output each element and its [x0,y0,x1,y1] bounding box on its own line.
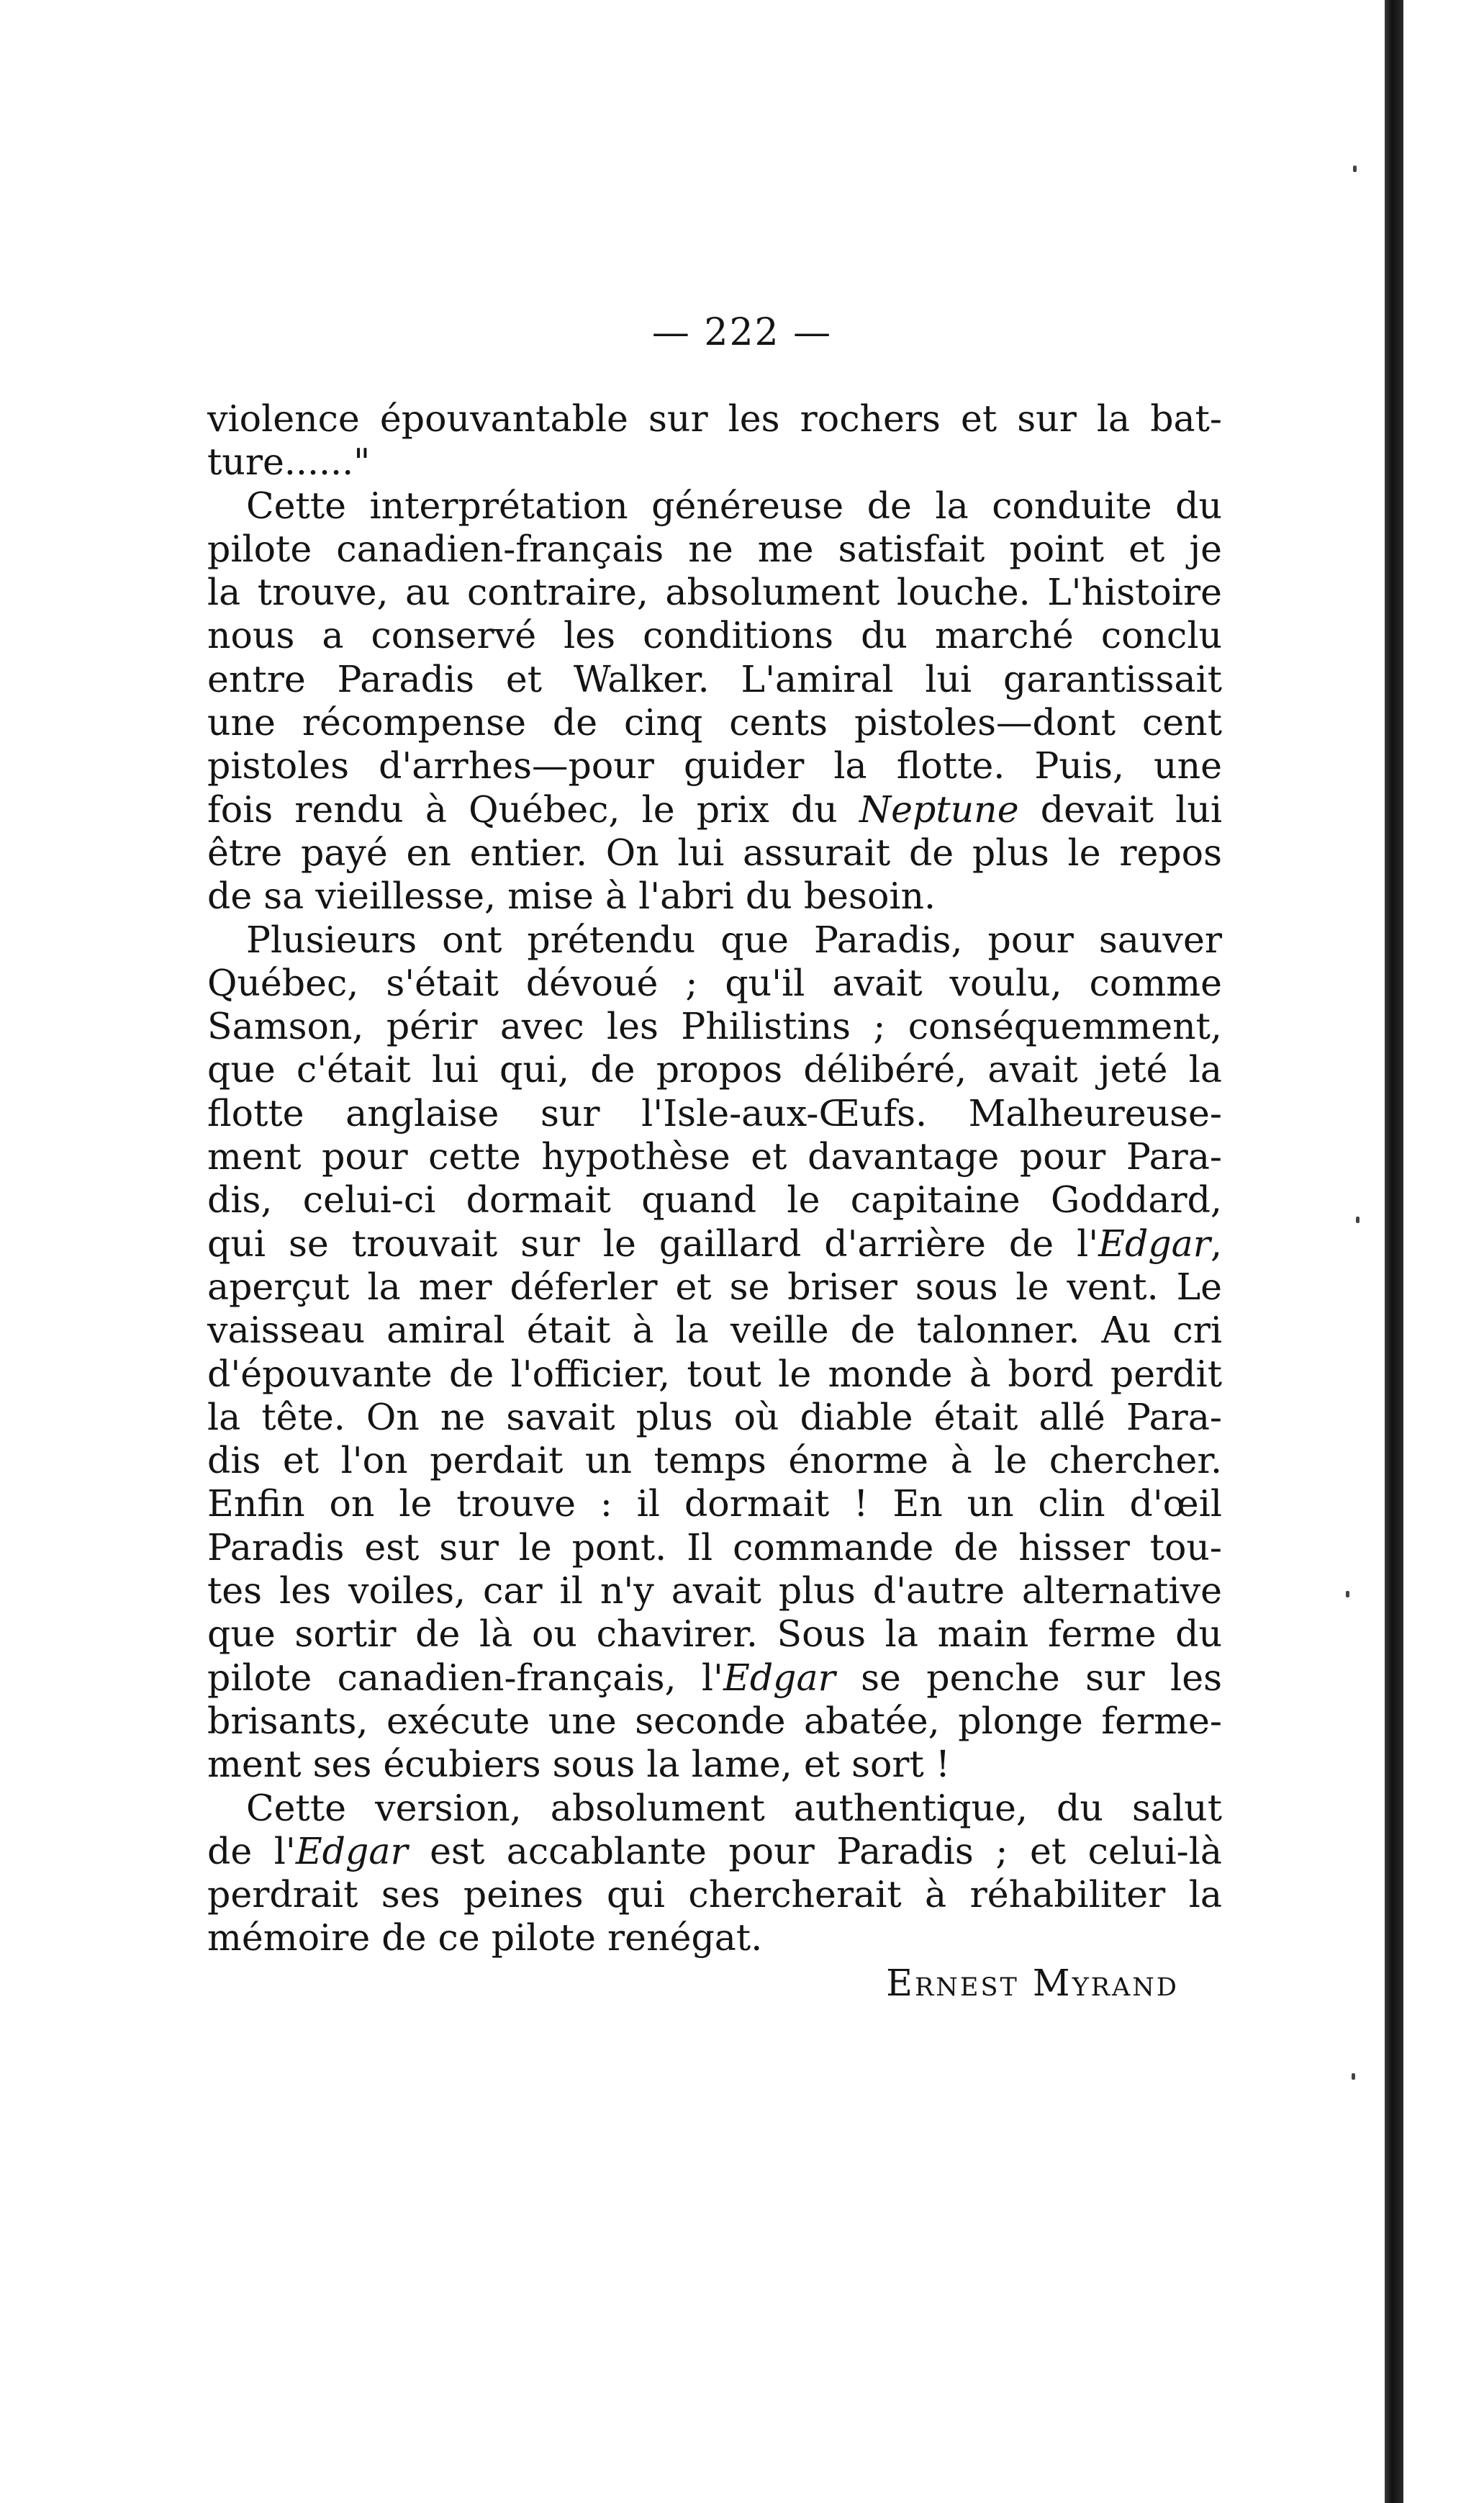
text-line: flotte anglaise sur l'Isle-aux-Œufs. Malheureuse- [207,1091,1222,1135]
text-line: ment pour cette hypothèse et davantage pour Para- [207,1135,1222,1178]
text-line: d'épouvante de l'officier, tout le monde à bord perdit [207,1352,1222,1395]
page-number: — 222 — [651,311,833,354]
text-line: la trouve, au contraire, absolument louche. L'histoire [207,571,1222,614]
ship-name-neptune: Neptune [859,788,1019,831]
text-line: Québec, s'était dévoué ; qu'il avait voulu, comme [207,961,1222,1004]
paragraph-start-line: Cette version, absolument authentique, du salut [246,1786,1222,1829]
paragraph-start-line: Cette interprétation généreuse de la conduite du [246,484,1222,527]
text-line: dis, celui-ci dormait quand le capitaine Goddard, [207,1178,1222,1222]
text-line: Enfin on le trouve : il dormait ! En un clin d'œil [207,1482,1222,1525]
ship-name-edgar: Edgar [295,1829,408,1872]
text-line: aperçut la mer déferler et se briser sous le vent. Le [207,1265,1222,1308]
paragraph-start-line: Plusieurs ont prétendu que Paradis, pour sauver [246,918,1222,961]
body-text [207,397,1222,2006]
text-line: pilote canadien-français, l'Edgar se penche sur les [207,1656,1222,1699]
text-line: une récompense de cinq cents pistoles—dont cent [207,701,1222,744]
text-line: entre Paradis et Walker. L'amiral lui garantissait [207,657,1222,700]
scan-speck [1356,1217,1359,1223]
text-line: être payé en entier. On lui assurait de plus le repos [207,831,1222,874]
ship-name-edgar: Edgar [1098,1222,1211,1265]
text-line: que c'était lui qui, de propos délibéré, avait jeté la [207,1048,1222,1091]
text-line: violence épouvantable sur les rochers et sur la bat- [207,397,1222,440]
text-line: de l'Edgar est accablante pour Paradis ; et celui-là [207,1829,1222,1872]
text-line: ment ses écubiers sous la lame, et sort ! [207,1743,951,1786]
author-signature: Ernest Myrand [886,1961,1179,2004]
scan-speck [1353,166,1357,172]
text-line: Paradis est sur le pont. Il commande de hisser tou- [207,1525,1222,1569]
page-edge-shadow [1385,0,1403,2503]
scan-speck [1346,1591,1349,1597]
text-line: brisants, exécute une seconde abatée, plonge ferme- [207,1699,1222,1742]
text-line: que sortir de là ou chavirer. Sous la main ferme du [207,1613,1222,1656]
text-line: qui se trouvait sur le gaillard d'arrière de l'Edgar, [207,1222,1222,1265]
text-line: pistoles d'arrhes—pour guider la flotte. Puis, une [207,744,1222,788]
text-line: fois rendu à Québec, le prix du Neptune devait lui [207,788,1222,831]
text-line: vaisseau amiral était à la veille de talonner. Au cri [207,1309,1222,1352]
text-line: perdrait ses peines qui chercherait à réhabiliter la [207,1873,1222,1916]
text-line: mémoire de ce pilote renégat. [207,1916,763,1959]
text-line: Samson, périr avec les Philistins ; conséquemment, [207,1005,1222,1048]
text-line: tes les voiles, car il n'y avait plus d'autre alternative [207,1569,1222,1613]
scan-speck [1352,2073,1355,2080]
text-line: nous a conservé les conditions du marché conclu [207,614,1222,657]
text-line: de sa vieillesse, mise à l'abri du besoin. [207,875,936,918]
text-line: dis et l'on perdait un temps énorme à le chercher. [207,1439,1222,1482]
text-line: la tête. On ne savait plus où diable était allé Para- [207,1395,1222,1438]
ship-name-edgar: Edgar [723,1656,836,1699]
text-line: pilote canadien-français ne me satisfait point et je [207,527,1222,570]
text-line: ture......" [207,441,371,484]
